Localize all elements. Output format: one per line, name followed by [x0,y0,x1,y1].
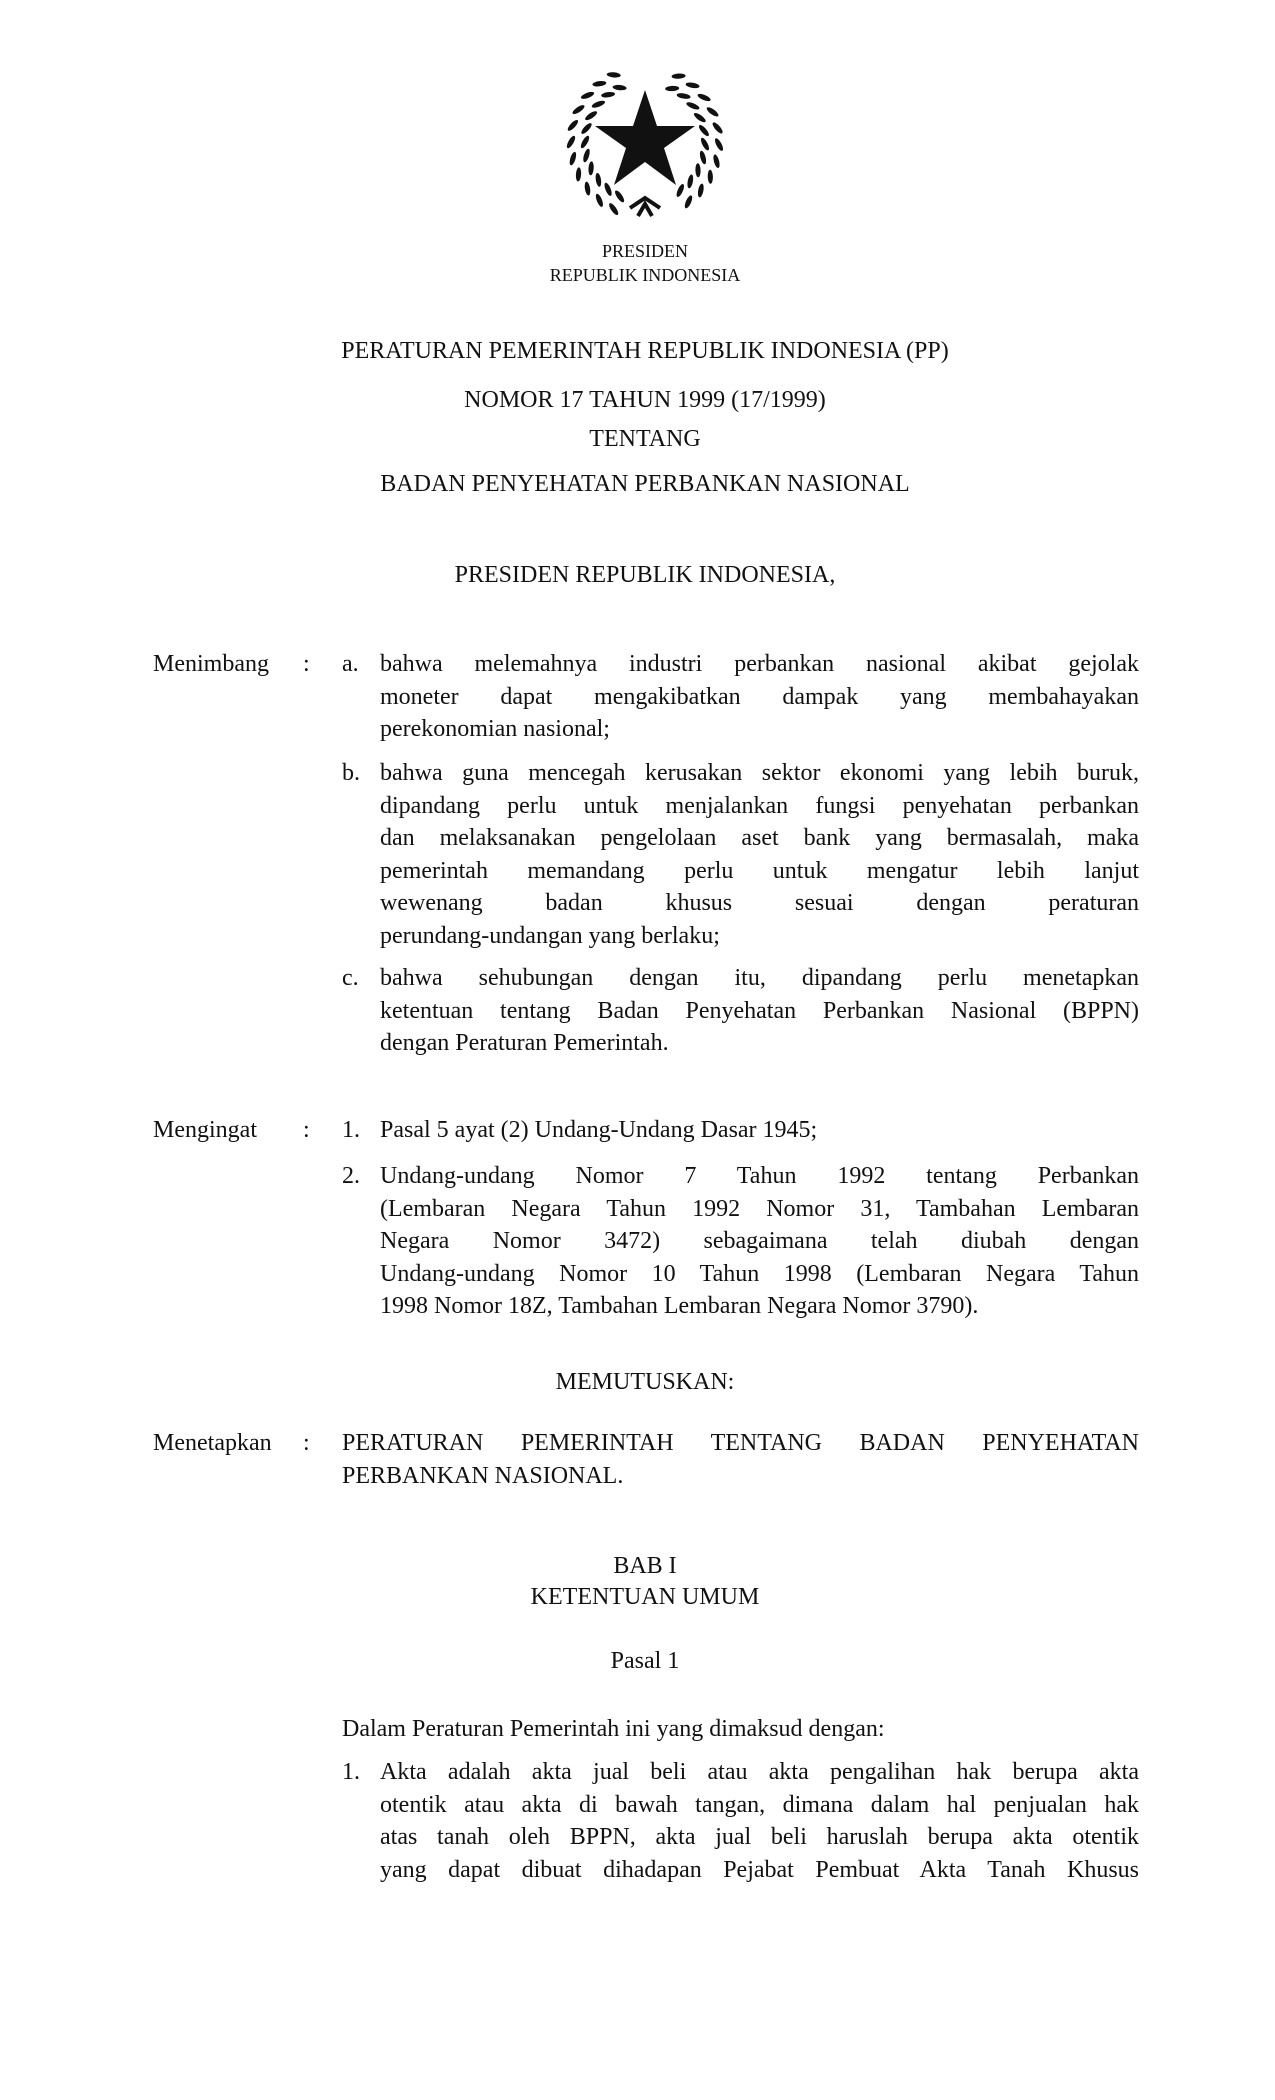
wreath-leaf [686,174,694,189]
menimbang-label: Menimbang [153,651,269,677]
wreath-leaf [584,110,599,122]
text-line: wewenang badan khusus sesuai dengan peraturan [380,890,1139,916]
title-line-2: NOMOR 17 TAHUN 1999 (17/1999) [464,387,826,413]
menetapkan-label: Menetapkan [153,1430,272,1456]
memutuskan-heading: MEMUTUSKAN: [555,1369,735,1395]
menimbang-item-b [380,757,1139,952]
text-line: perekonomian nasional; [380,716,610,742]
wreath-leaf [607,72,621,78]
title-line-3: TENTANG [589,426,701,452]
wreath-leaf [697,92,712,102]
bab-title: KETENTUAN UMUM [530,1584,760,1610]
text-line: (Lembaran Negara Tahun 1992 Nomor 31, Tambahan Lembaran [380,1195,1139,1222]
wreath-leaf [580,122,593,136]
wreath-leaf [665,86,679,92]
wreath-leaf [697,183,705,198]
text-line: Pasal 5 ayat (2) Undang-Undang Dasar 1945; [380,1117,818,1143]
text-line: perundang-undangan yang berlaku; [380,922,720,949]
wreath-leaf [566,119,579,133]
text-line: otentik atau akta di bawah tangan, dimana dalam hal penjualan hak [380,1791,1139,1818]
text-line: moneter dapat mengakibatkan dampak yang membahayakan [380,683,1139,710]
wreath-leaf [603,182,613,197]
wreath-leaf [685,82,700,90]
text-line: PERATURAN PEMERINTAH TENTANG BADAN PENYEHATAN [342,1430,1139,1456]
bab-number: BAB I [613,1553,677,1579]
text-line: Undang-undang Nomor 7 Tahun 1992 tentang Perbankan [380,1163,1139,1189]
wreath-leaf [571,104,586,116]
wreath-leaf [713,137,724,152]
header-republik-indonesia: REPUBLIK INDONESIA [549,265,741,285]
wreath-leaf [683,194,693,209]
pasal-item-1 [380,1756,1139,1886]
wreath-leaf [699,150,708,165]
mengingat-item-1 [380,1114,1139,1147]
text-line: pemerintah memandang perlu untuk mengatur lebih lanjut [380,857,1139,884]
header-presiden: PRESIDEN [601,241,688,261]
menetapkan-text [342,1427,1139,1492]
text-line: bahwa melemahnya industri perbankan nasional akibat gejolak [380,651,1139,677]
wreath-leaf [712,154,721,169]
menimbang-colon: : [303,651,310,677]
wreath-leaf [675,183,685,198]
wreath-leaf [580,90,595,100]
text-line: ketentuan tentang Badan Penyehatan Perbankan Nasional (BPPN) [380,997,1139,1024]
wreath-leaf [565,135,577,150]
wreath-leaf [568,151,577,166]
mengingat-mark-2: 2. [342,1163,360,1189]
wreath-leaf [705,106,719,118]
text-line: PERBANKAN NASIONAL. [342,1462,624,1489]
wreath-leaf [697,124,710,138]
pasal-title: Pasal 1 [610,1648,680,1674]
text-line: dipandang perlu untuk menjalankan fungsi penyehatan perbankan [380,792,1139,819]
mengingat-label: Mengingat [153,1117,257,1143]
pasal-intro: Dalam Peraturan Pemerintah ini yang dimaksud dengan: [342,1716,885,1742]
text-line: bahwa sehubungan dengan itu, dipandang perlu menetapkan [380,965,1139,991]
text-line: 1998 Nomor 18Z, Tambahan Lembaran Negara Nomor 3790). [380,1293,979,1319]
wreath-leaf [695,163,701,177]
mengingat-mark-1: 1. [342,1117,360,1143]
menimbang-item-c [380,962,1139,1060]
title-line-4: BADAN PENYEHATAN PERBANKAN NASIONAL [380,471,910,497]
wreath-leaf [671,73,685,79]
wreath-leaf [613,189,625,203]
wreath-leaf [594,193,604,208]
text-line: atas tanah oleh BPPN, akta jual beli haruslah berupa akta otentik [380,1824,1139,1850]
wreath-leaf [608,202,620,216]
text-line: Negara Nomor 3472) sebagaimana telah diubah dengan [380,1228,1139,1254]
menetapkan-colon: : [303,1430,310,1456]
wreath-leaf [595,172,602,187]
wreath-leaf [582,148,591,163]
wreath-leaf [591,99,606,109]
pasal-mark-1: 1. [342,1759,360,1785]
wreath-leaf [575,167,581,181]
menimbang-mark-a: a. [342,651,359,677]
menimbang-item-a [380,648,1139,746]
text-line: yang dapat dibuat dihadapan Pejabat Pembuat Akta Tanah Khusus [380,1856,1139,1883]
wreath-leaf [584,181,591,196]
text-line: dan melaksanakan pengelolaan aset bank yang bermasalah, maka [380,825,1139,851]
text-line: Akta adalah akta jual beli atau akta pengalihan hak berupa akta [380,1759,1139,1785]
wreath-leaf [707,170,713,184]
wreath-leaf [685,101,700,111]
wreath-leaf [588,161,594,175]
wreath-leaf [676,92,691,100]
wreath-leaf [693,111,707,123]
presidential-emblem-icon [540,58,750,230]
menimbang-mark-c: c. [342,965,359,991]
wreath-leaf [612,84,626,90]
text-line: Undang-undang Nomor 10 Tahun 1998 (Lembaran Negara Tahun [380,1260,1139,1287]
menimbang-mark-b: b. [342,760,360,786]
title-line-1: PERATURAN PEMERINTAH REPUBLIK INDONESIA (PP) [341,338,949,364]
text-line: dengan Peraturan Pemerintah. [380,1030,669,1056]
mengingat-item-2 [380,1160,1139,1323]
opening-line: PRESIDEN REPUBLIK INDONESIA, [454,562,836,588]
mengingat-colon: : [303,1117,310,1143]
wreath-leaf [579,135,591,150]
wreath-leaf [699,137,710,152]
text-line: bahwa guna mencegah kerusakan sektor ekonomi yang lebih buruk, [380,760,1139,786]
wreath-leaf [601,91,616,98]
wreath-leaf [592,80,607,87]
wreath-leaf [711,121,724,135]
